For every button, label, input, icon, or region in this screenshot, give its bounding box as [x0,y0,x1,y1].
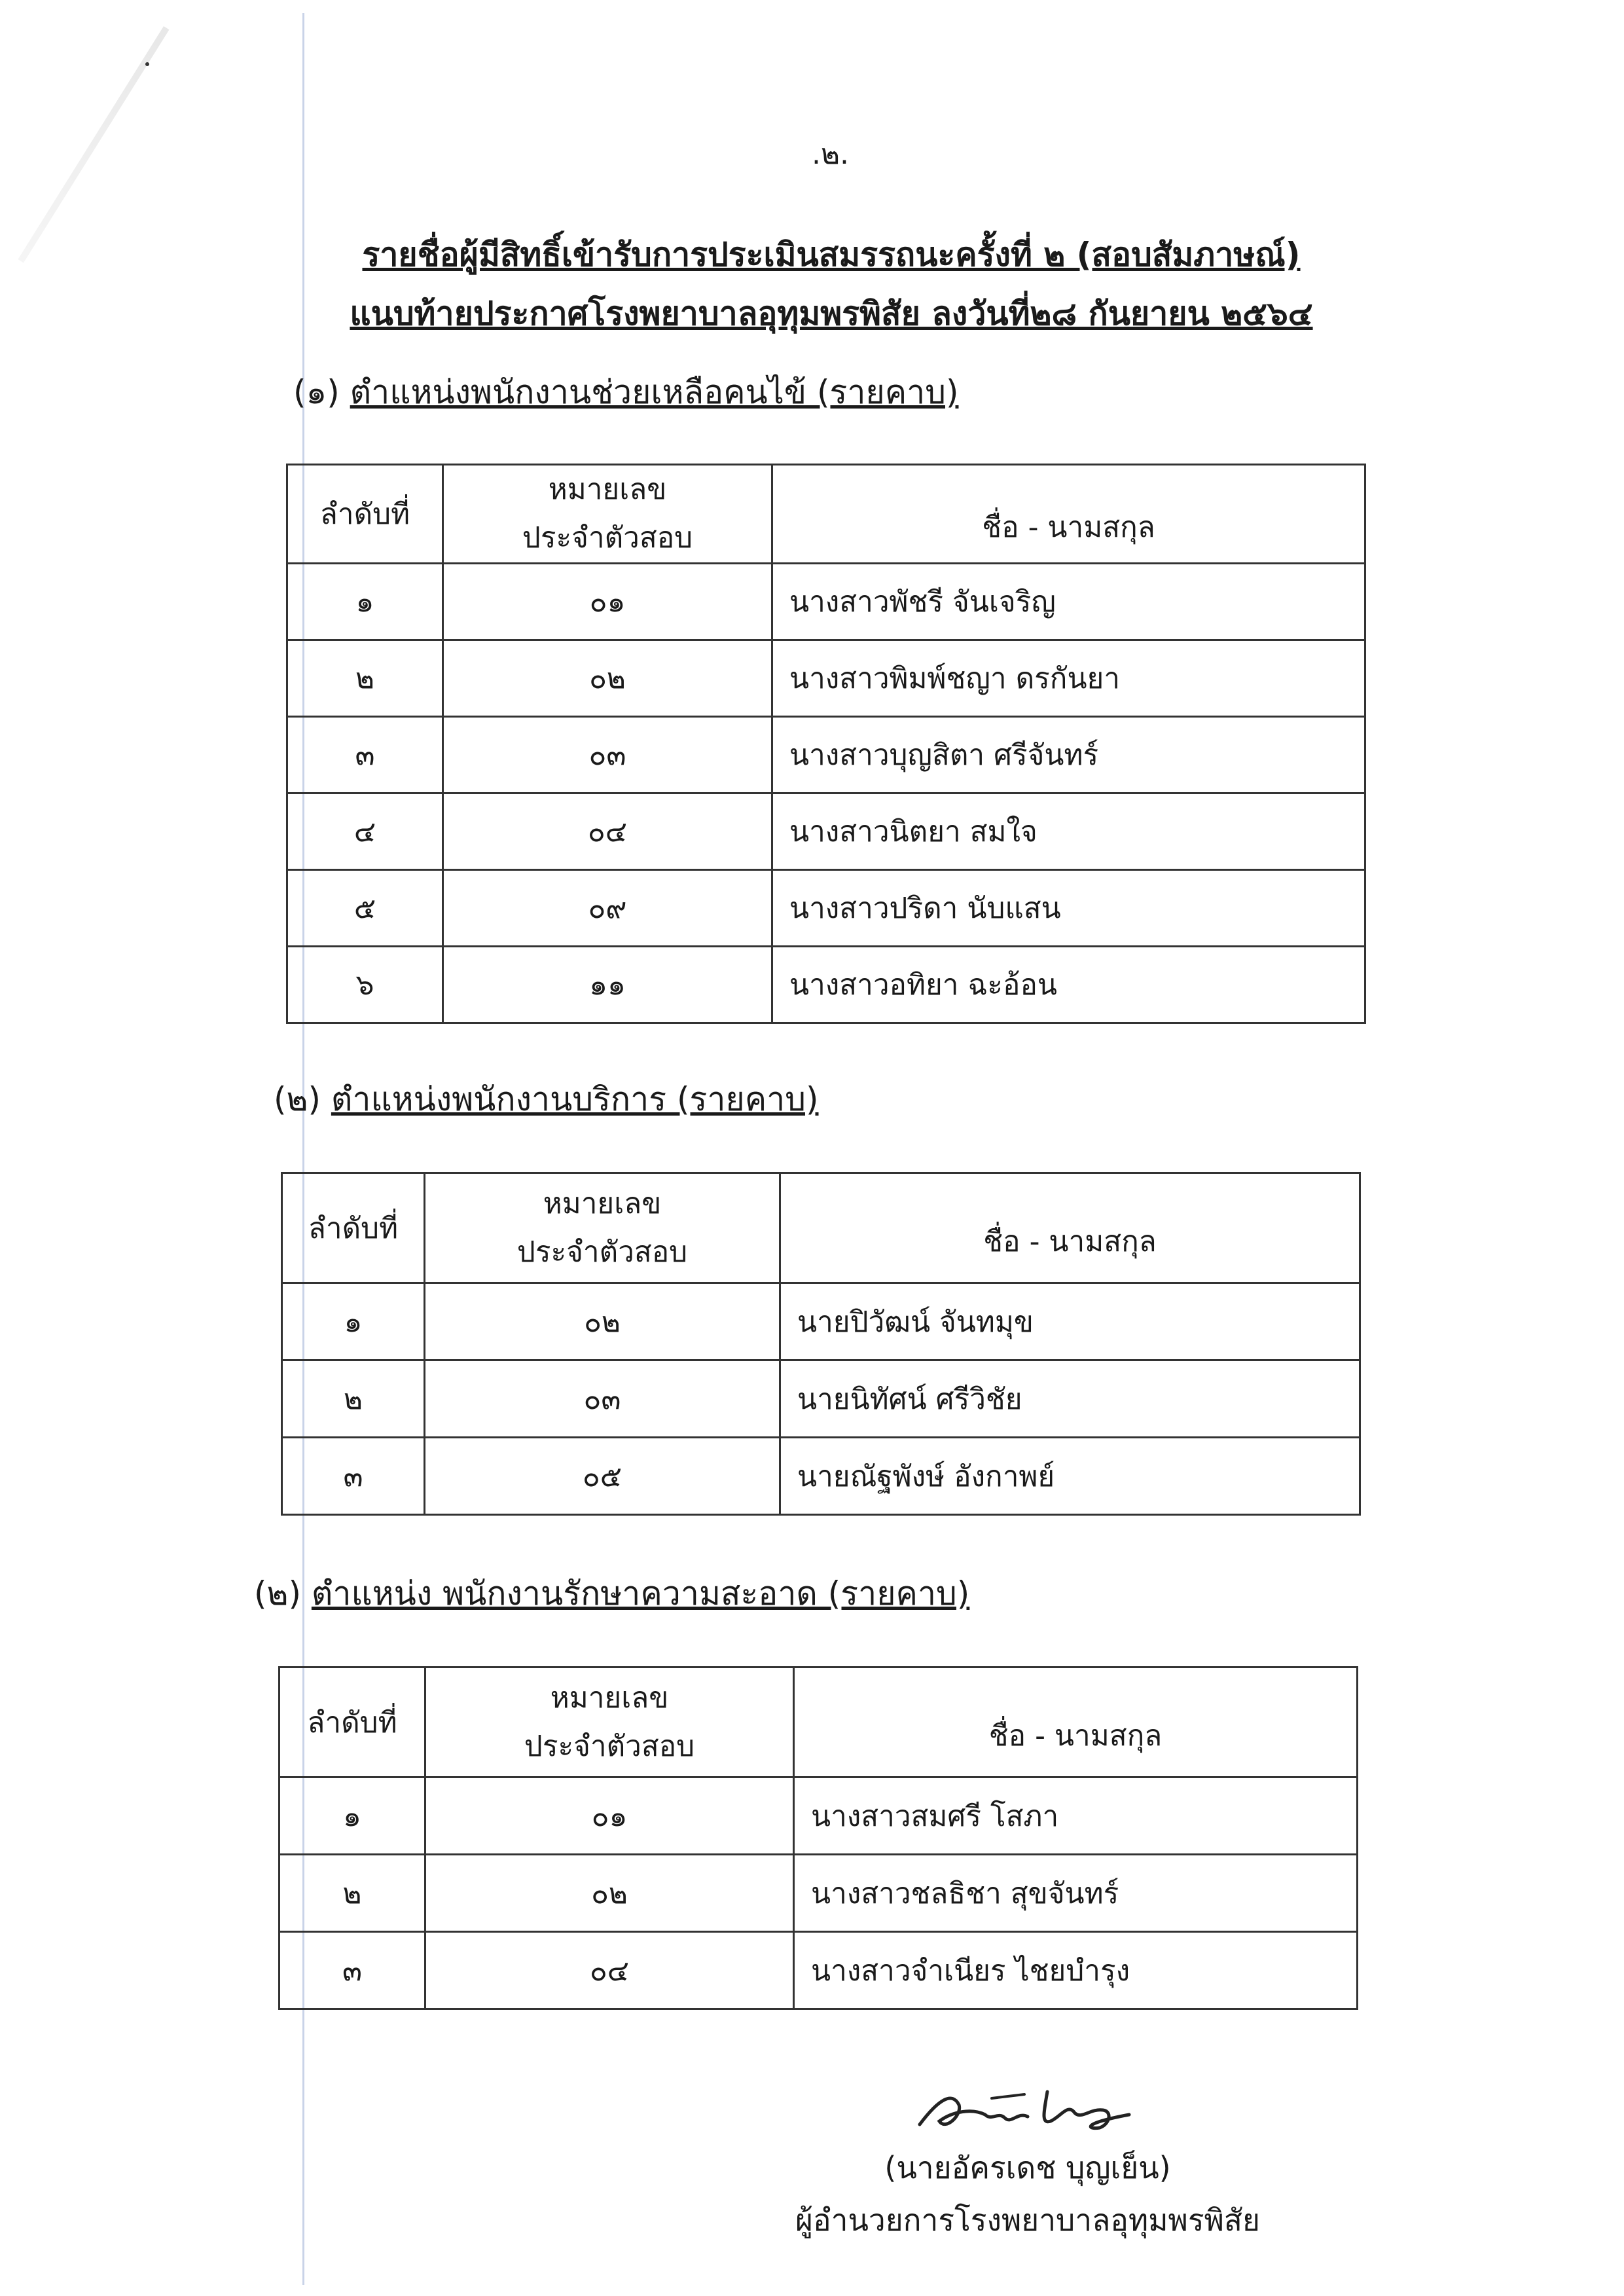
row-no: ๓ [287,717,443,793]
row-no: ๕ [287,870,443,947]
column-header-exam-id-line1: หมายเลข [548,473,667,506]
row-exam-id: ๐๓ [425,1360,780,1438]
table-row [287,870,1365,947]
row-exam-id: ๐๒ [443,640,772,717]
table-row [280,1855,1358,1932]
column-header-exam-id-line2: ประจำตัวสอบ [516,1235,688,1269]
row-exam-id: ๐๓ [443,717,772,793]
row-no: ๖ [287,947,443,1023]
table-row [287,564,1365,640]
column-header-exam-id-line1: หมายเลข [550,1681,669,1715]
column-header-name: ชื่อ - นามสกุล [772,465,1365,564]
row-name: นางสาวพิมพ์ชญา ดรกันยา [772,640,1365,717]
row-name: นายณัฐพังษ์ อังกาพย์ [780,1438,1360,1515]
column-header-name: ชื่อ - นามสกุล [780,1173,1360,1283]
page-number: .๒. [812,137,849,171]
section-heading-2 [274,1074,819,1125]
row-name: นางสาวปริดา นับแสน [772,870,1365,947]
row-exam-id: ๐๔ [425,1932,794,2009]
roster-table-3 [278,1666,1358,2010]
table-row [287,640,1365,717]
table-row [287,717,1365,793]
row-no: ๒ [282,1360,425,1438]
signatory-title: ผู้อำนวยการโรงพยาบาลอุทุมพรพิสัย [795,2202,1260,2238]
column-header-exam-id [443,465,772,564]
column-header-exam-id [425,1667,794,1777]
row-name: นางสาวสมศรี โสภา [794,1777,1358,1855]
table-row [282,1360,1360,1438]
row-name: นางสาวจำเนียร ไชยบำรุง [794,1932,1358,2009]
row-exam-id: ๐๑ [425,1777,794,1855]
table-row [282,1438,1360,1515]
table-row [280,1777,1358,1855]
row-no: ๑ [282,1283,425,1360]
scan-speck [145,62,149,66]
signature [913,2085,1136,2144]
row-exam-id: ๐๒ [425,1855,794,1932]
row-no: ๓ [282,1438,425,1515]
row-exam-id: ๐๙ [443,870,772,947]
row-name: นางสาวบุญสิตา ศรีจันทร์ [772,717,1365,793]
section-number: (๒) [254,1575,301,1613]
section-number: (๑) [293,373,340,411]
row-name: นางสาวอทิยา ฉะอ้อน [772,947,1365,1023]
row-no: ๒ [287,640,443,717]
row-name: นายปิวัฒน์ จันทมุข [780,1283,1360,1360]
row-exam-id: ๐๕ [425,1438,780,1515]
section-title: ตำแหน่งพนักงานช่วยเหลือคนไข้ (รายคาบ) [350,373,959,411]
row-no: ๑ [287,564,443,640]
row-name: นางสาวพัชรี จันเจริญ [772,564,1365,640]
document-title-line2: แนบท้ายประกาศโรงพยาบาลอุทุมพรพิสัย ลงวันที่๒๘ กันยายน ๒๕๖๔ [350,295,1313,333]
row-no: ๑ [280,1777,425,1855]
column-header-name: ชื่อ - นามสกุล [794,1667,1358,1777]
document-title-line1: รายชื่อผู้มีสิทธิ์เข้ารับการประเมินสมรรถนะครั้งที่ ๒ (สอบสัมภาษณ์) [362,236,1301,274]
row-exam-id: ๐๑ [443,564,772,640]
column-header-exam-id-line2: ประจำตัวสอบ [524,1729,695,1763]
column-header-no: ลำดับที่ [280,1667,425,1777]
row-no: ๒ [280,1855,425,1932]
row-exam-id: ๐๒ [425,1283,780,1360]
table-row [282,1283,1360,1360]
column-header-exam-id-line1: หมายเลข [543,1186,662,1220]
row-name: นางสาวชลธิชา สุขจันทร์ [794,1855,1358,1932]
column-header-exam-id-line2: ประจำตัวสอบ [522,521,693,555]
row-no: ๓ [280,1932,425,2009]
table-header-row [280,1667,1358,1777]
roster-table-1 [286,464,1366,1024]
column-header-exam-id [425,1173,780,1283]
section-heading-1 [293,367,958,418]
section-title: ตำแหน่ง พนักงานรักษาความสะอาด (รายคาบ) [311,1575,970,1613]
row-exam-id: ๑๑ [443,947,772,1023]
row-no: ๔ [287,793,443,870]
table-header-row [282,1173,1360,1283]
table-row [280,1932,1358,2009]
section-heading-3 [254,1568,969,1620]
row-name: นางสาวนิตยา สมใจ [772,793,1365,870]
row-exam-id: ๐๔ [443,793,772,870]
table-header-row [287,465,1365,564]
table-row [287,793,1365,870]
signatory-name: (นายอัครเดช บุญเย็น) [884,2150,1171,2185]
section-number: (๒) [274,1080,321,1118]
section-title: ตำแหน่งพนักงานบริการ (รายคาบ) [331,1080,819,1118]
row-name: นายนิทัศน์ ศรีวิชัย [780,1360,1360,1438]
column-header-no: ลำดับที่ [287,465,443,564]
column-header-no: ลำดับที่ [282,1173,425,1283]
table-row [287,947,1365,1023]
roster-table-2 [281,1172,1361,1516]
